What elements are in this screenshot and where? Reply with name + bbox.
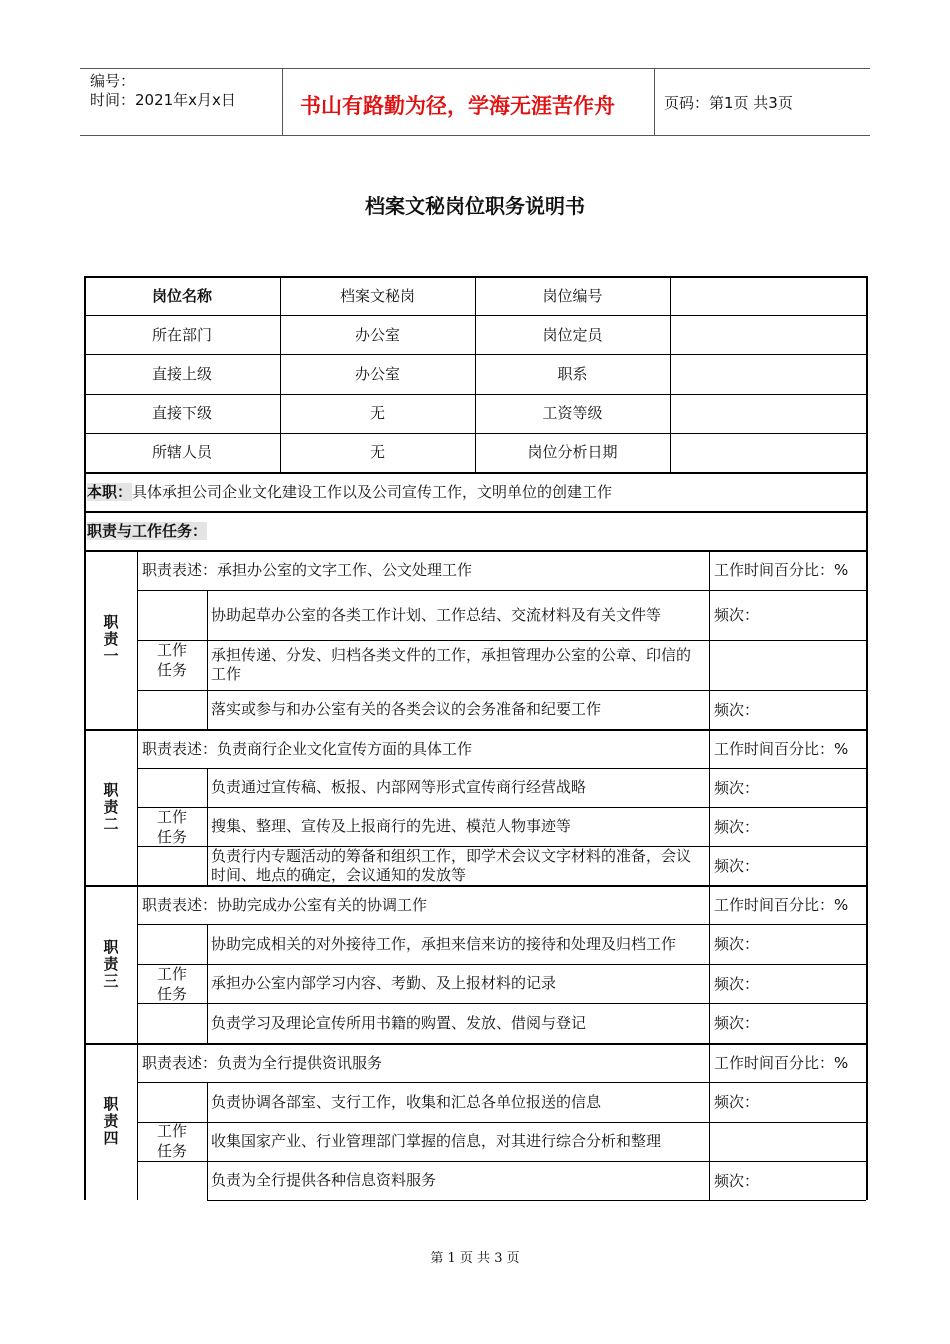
duty-percent: 工作时间百分比：% xyxy=(714,895,849,914)
table-rule-v xyxy=(137,550,138,729)
info-cell-l1: 所辖人员 xyxy=(151,443,212,462)
task-frequency xyxy=(709,1122,866,1161)
table-rule-v xyxy=(207,1082,208,1200)
table-rule-v xyxy=(475,276,476,472)
duty-percent: 工作时间百分比：% xyxy=(714,739,849,758)
header-divider-1 xyxy=(282,68,283,136)
task-text: 协助完成相关的对外接待工作，承担来信来访的接待和处理及归档工作 xyxy=(211,934,677,953)
duty-statement: 职责表述：负责商行企业文化宣传方面的具体工作 xyxy=(142,739,473,758)
table-rule-v xyxy=(84,276,86,472)
task-frequency xyxy=(709,640,866,690)
task-text: 承担传递、分发、归档各类文件的工作，承担管理办公室的公章、印信的工作 xyxy=(211,646,692,683)
task-label: 工作任务 xyxy=(156,964,187,1003)
task-text: 负责通过宣传稿、板报、内部网等形式宣传商行经营战略 xyxy=(211,778,587,796)
time-label: 时间：2021年x月x日 xyxy=(90,91,236,109)
task-frequency: 频次： xyxy=(714,817,760,836)
main-duty-text: 具体承担公司企业文化建设工作以及公司宣传工作，文明单位的创建工作 xyxy=(132,482,613,501)
info-cell-l2: 职系 xyxy=(557,364,588,383)
table-rule-v xyxy=(670,276,671,472)
table-rule-v xyxy=(84,472,86,550)
table-rule-v xyxy=(866,276,868,472)
table-rule-v xyxy=(866,1043,868,1200)
table-rule-v xyxy=(84,1043,86,1200)
task-frequency: 频次： xyxy=(714,1014,760,1032)
duty-name: 职责四 xyxy=(101,1096,120,1147)
task-frequency: 频次： xyxy=(714,1171,760,1190)
task-text: 负责行内专题活动的筹备和组织工作，即学术会议文字材料的准备，会议时间、地点的确定，会议通知的发放等 xyxy=(211,846,692,884)
table-rule-v xyxy=(866,550,868,729)
page-footer: 第 1 页 共 3 页 xyxy=(430,1251,520,1266)
header-top-rule xyxy=(80,68,870,69)
table-rule-v xyxy=(866,885,868,1043)
table-rule-v xyxy=(84,550,86,729)
info-cell-l2: 工资等级 xyxy=(542,404,603,423)
table-rule-v xyxy=(137,885,138,1043)
table-rule-v xyxy=(84,885,86,1043)
task-frequency: 频次： xyxy=(714,778,760,797)
main-duty-label: 本职： xyxy=(87,482,133,501)
info-cell-v2 xyxy=(670,276,866,315)
info-cell-l2: 岗位编号 xyxy=(542,286,603,305)
table-rule-v xyxy=(280,276,281,472)
duty-statement: 职责表述：负责为全行提供资讯服务 xyxy=(142,1053,383,1072)
motto: 书山有路勤为径，学海无涯苦作舟 xyxy=(300,94,615,118)
info-cell-v2 xyxy=(670,433,866,472)
duties-label: 职责与工作任务： xyxy=(87,521,208,540)
task-label: 工作任务 xyxy=(156,807,187,846)
info-cell-v1: 档案文秘岗 xyxy=(339,286,415,305)
task-text: 负责为全行提供各种信息资料服务 xyxy=(211,1171,437,1189)
table-rule-v xyxy=(137,1043,138,1200)
header-bottom-rule xyxy=(80,135,870,136)
main-duty-row xyxy=(84,472,866,511)
task-label: 工作任务 xyxy=(156,1122,187,1160)
duty-statement: 职责表述：承担办公室的文字工作、公文处理工作 xyxy=(142,561,473,579)
duty-name: 职责一 xyxy=(101,614,120,665)
table-rule-v xyxy=(866,729,868,885)
table-rule-v xyxy=(709,1043,710,1200)
duty-percent: 工作时间百分比：% xyxy=(714,561,849,579)
duty-percent: 工作时间百分比：% xyxy=(714,1053,849,1072)
task-frequency: 频次： xyxy=(714,935,760,953)
duties-label-row xyxy=(84,511,866,550)
info-cell-v2 xyxy=(670,394,866,433)
info-cell-v1: 办公室 xyxy=(354,364,400,383)
table-rule-v xyxy=(207,924,208,1043)
duty-statement: 职责表述：协助完成办公室有关的协调工作 xyxy=(142,895,428,914)
info-cell-v1: 无 xyxy=(369,443,385,462)
task-frequency: 频次： xyxy=(714,606,760,624)
table-rule-v xyxy=(137,729,138,885)
task-label: 工作任务 xyxy=(156,640,187,679)
info-cell-l1: 直接下级 xyxy=(151,404,212,423)
task-frequency: 频次： xyxy=(714,1093,760,1111)
task-text: 协助起草办公室的各类工作计划、工作总结、交流材料及有关文件等 xyxy=(211,605,662,624)
info-cell-l2: 岗位分析日期 xyxy=(527,443,618,462)
info-cell-v1: 办公室 xyxy=(354,325,400,344)
task-text: 搜集、整理、宣传及上报商行的先进、模范人物事迹等 xyxy=(211,817,572,835)
info-cell-v2 xyxy=(670,315,866,354)
table-rule-h xyxy=(207,1200,866,1201)
task-text: 收集国家产业、行业管理部门掌握的信息，对其进行综合分析和整理 xyxy=(211,1132,662,1150)
table-rule-v xyxy=(207,590,208,729)
table-rule-v xyxy=(207,768,208,885)
info-cell-l1: 岗位名称 xyxy=(151,286,212,305)
task-frequency: 频次： xyxy=(714,974,760,993)
info-cell-l2: 岗位定员 xyxy=(542,325,603,344)
task-frequency: 频次： xyxy=(714,856,760,875)
table-rule-v xyxy=(709,729,710,885)
duty-name: 职责二 xyxy=(101,781,120,833)
table-rule-v xyxy=(866,472,868,550)
task-text: 负责协调各部室、支行工作，收集和汇总各单位报送的信息 xyxy=(211,1092,602,1111)
duty-name: 职责三 xyxy=(101,938,120,990)
info-cell-v2 xyxy=(670,354,866,393)
number-label: 编号： xyxy=(90,72,136,90)
table-rule-v xyxy=(84,729,86,885)
task-text: 承担办公室内部学习内容、考勤、及上报材料的记录 xyxy=(211,974,557,992)
page-info: 页码：第1页 共3页 xyxy=(664,94,793,112)
header-divider-2 xyxy=(654,68,655,136)
task-frequency: 频次： xyxy=(714,700,760,719)
table-rule-v xyxy=(709,885,710,1043)
task-text: 负责学习及理论宣传所用书籍的购置、发放、借阅与登记 xyxy=(211,1013,587,1032)
info-cell-v1: 无 xyxy=(369,404,385,423)
info-cell-l1: 所在部门 xyxy=(151,325,212,344)
table-rule-v xyxy=(709,550,710,729)
task-text: 落实或参与和办公室有关的各类会议的会务准备和纪要工作 xyxy=(211,700,602,718)
document-title: 档案文秘岗位职务说明书 xyxy=(365,194,585,218)
info-cell-l1: 直接上级 xyxy=(151,364,212,383)
